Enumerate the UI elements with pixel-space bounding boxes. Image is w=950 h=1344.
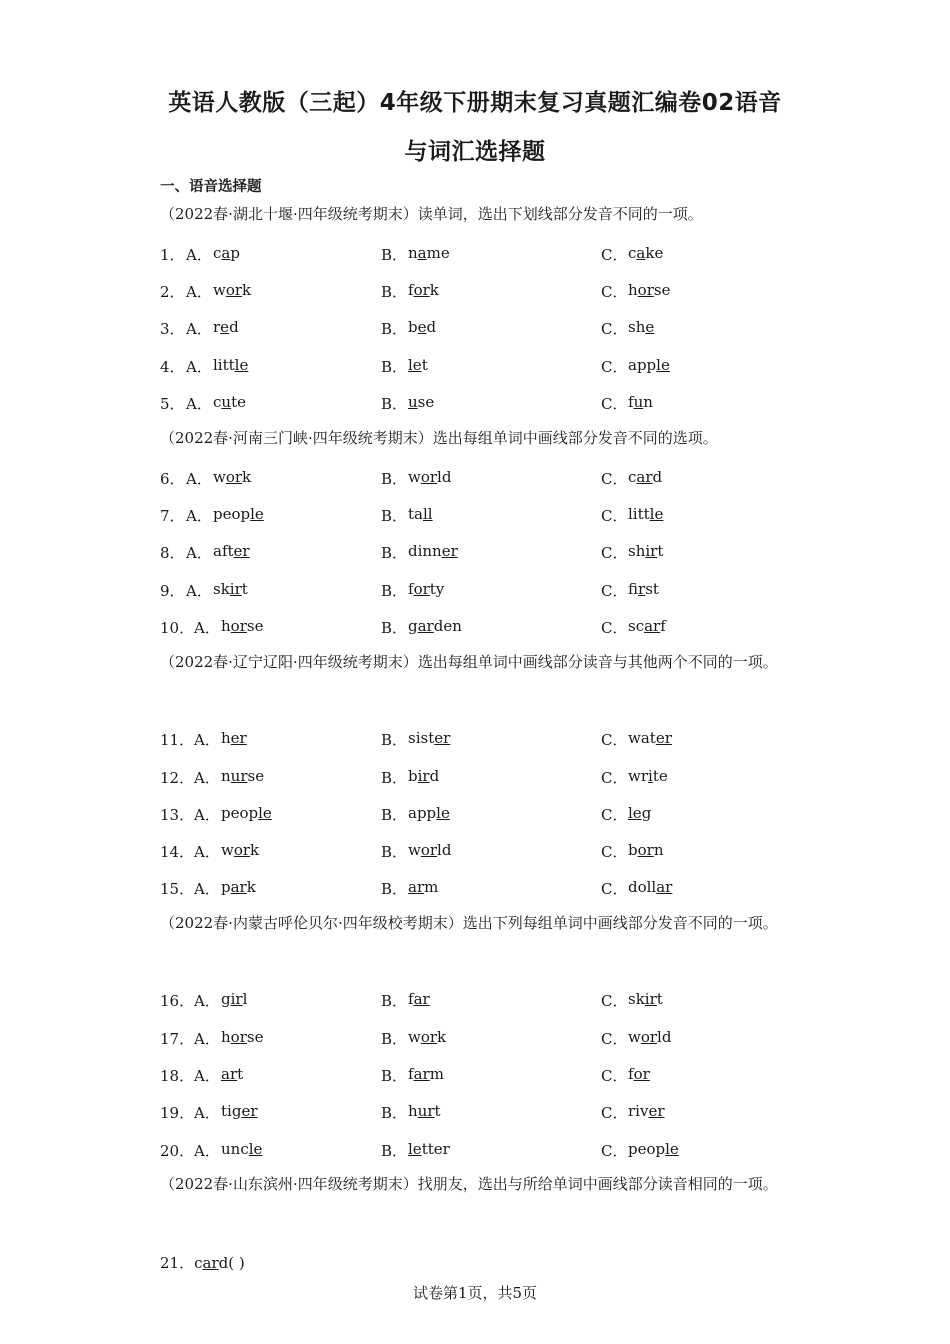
question-row — [0, 468, 950, 492]
underlined-part: ll — [422, 505, 433, 523]
option-label: A． — [186, 283, 212, 301]
option-label: B． — [381, 395, 408, 413]
option-b[interactable] — [381, 1028, 447, 1049]
underlined-part: ar — [221, 1065, 238, 1083]
option-word: use — [408, 393, 435, 411]
option-b[interactable] — [381, 356, 428, 377]
option-b[interactable] — [381, 841, 452, 862]
question-row — [0, 617, 950, 641]
underlined-part: or — [637, 281, 654, 299]
option-a[interactable] — [194, 617, 264, 638]
option-b[interactable] — [381, 878, 439, 899]
underlined-part: le — [628, 804, 642, 822]
option-word: arm — [408, 878, 439, 896]
underlined-part: or — [420, 468, 438, 486]
underlined-part: ir — [230, 990, 243, 1008]
option-c[interactable] — [601, 804, 652, 825]
option-a[interactable] — [186, 393, 246, 414]
underlined-part: u — [221, 393, 232, 411]
question-21 — [160, 1252, 245, 1273]
option-label: A． — [194, 880, 220, 898]
underlined-part: er — [230, 729, 247, 747]
option-a[interactable] — [186, 505, 264, 526]
option-a[interactable] — [186, 244, 240, 265]
option-word: tall — [408, 505, 433, 523]
option-word: little — [213, 356, 249, 374]
option-a[interactable] — [194, 729, 247, 750]
underlined-part: le — [665, 1140, 679, 1158]
page-title-line-1: 英语人教版（三起）4年级下册期末复习真题汇编卷02语音 — [168, 90, 782, 116]
option-word: girl — [221, 990, 248, 1008]
option-word: little — [628, 505, 664, 523]
option-a[interactable] — [194, 1065, 244, 1086]
underlined-part: ir — [417, 767, 430, 785]
underlined-part: or — [225, 281, 243, 299]
underlined-part: or — [637, 841, 654, 859]
option-a[interactable] — [194, 1140, 263, 1161]
question-row — [0, 767, 950, 791]
question-row — [0, 1065, 950, 1089]
intro-text: （2022春·河南三门峡·四年级统考期末）选出每组单词中画线部分发音不同的选项。 — [160, 429, 718, 447]
underlined-part: or — [420, 841, 438, 859]
option-a[interactable] — [194, 990, 248, 1011]
option-c[interactable] — [601, 1065, 650, 1086]
option-word: let — [408, 356, 428, 374]
underlined-part: le — [408, 356, 422, 374]
option-c[interactable] — [601, 990, 663, 1011]
option-a[interactable] — [194, 804, 272, 825]
underlined-part: er — [233, 542, 250, 560]
option-label: B． — [381, 470, 408, 488]
option-label: A． — [194, 992, 220, 1010]
underlined-part: le — [408, 1140, 422, 1158]
option-label: B． — [381, 320, 408, 338]
option-word: forty — [408, 580, 445, 598]
option-label: C． — [601, 843, 628, 861]
question-number: 13． — [160, 806, 195, 824]
underlined-part: or — [225, 468, 243, 486]
option-label: A． — [194, 619, 220, 637]
underlined-part: le — [258, 804, 272, 822]
question-row — [0, 1102, 950, 1126]
option-label: C． — [601, 507, 628, 525]
option-label: C． — [601, 358, 628, 376]
option-word: letter — [408, 1140, 450, 1158]
option-a[interactable] — [186, 468, 252, 489]
option-label: A． — [186, 246, 212, 264]
option-label: B． — [381, 1067, 408, 1085]
option-label: C． — [601, 320, 628, 338]
option-c[interactable] — [601, 1102, 665, 1123]
page-footer: 试卷第1页，共5页 — [412, 1284, 538, 1302]
question-number: 6． — [160, 470, 185, 488]
option-label: B． — [381, 1142, 408, 1160]
option-label: A． — [194, 731, 220, 749]
option-label: C． — [601, 1030, 628, 1048]
underlined-part: ar — [636, 468, 653, 486]
option-word: fork — [408, 281, 439, 299]
option-b[interactable] — [381, 318, 437, 339]
option-label: B． — [381, 731, 408, 749]
question-number: 12． — [160, 769, 195, 787]
underlined-part: i — [648, 767, 653, 785]
option-word: farm — [408, 1065, 444, 1083]
question-row — [0, 1140, 950, 1164]
option-word: park — [221, 878, 256, 896]
question-number: 7． — [160, 507, 185, 525]
option-label: C． — [601, 992, 628, 1010]
option-label: B． — [381, 582, 408, 600]
underlined-part: a — [417, 244, 427, 262]
intro-text: （2022春·内蒙古呼伦贝尔·四年级校考期末）选出下列每组单词中画线部分发音不同的一项。 — [160, 914, 778, 932]
option-word: nurse — [221, 767, 265, 785]
option-word: work — [213, 281, 252, 299]
underlined-part: le — [234, 356, 249, 374]
option-word: name — [408, 244, 450, 262]
option-label: C． — [601, 880, 628, 898]
option-label: A． — [194, 1030, 220, 1048]
option-b[interactable] — [381, 244, 450, 265]
option-label: A． — [186, 320, 212, 338]
option-c[interactable] — [601, 356, 670, 377]
underlined-part: or — [413, 580, 430, 598]
option-word: red — [213, 318, 239, 336]
question-number: 10． — [160, 619, 195, 637]
question-number: 19． — [160, 1104, 195, 1122]
option-label: C． — [601, 769, 628, 787]
option-label: A． — [186, 470, 212, 488]
underlined-part: ar — [230, 878, 247, 896]
option-c[interactable] — [601, 542, 664, 563]
option-label: B． — [381, 1030, 408, 1048]
option-c[interactable] — [601, 729, 672, 750]
option-word: shirt — [628, 542, 664, 560]
option-b[interactable] — [381, 468, 452, 489]
underlined-part: le — [656, 356, 670, 374]
question-row — [0, 841, 950, 865]
question-number: 2． — [160, 283, 185, 301]
option-label: B． — [381, 992, 408, 1010]
option-word: apple — [628, 356, 670, 374]
option-label: B． — [381, 843, 408, 861]
option-label: B． — [381, 619, 408, 637]
option-label: A． — [186, 358, 212, 376]
question-number: 15． — [160, 880, 195, 898]
underlined-part: ir — [645, 542, 658, 560]
option-b[interactable] — [381, 505, 433, 526]
underlined-part: or — [413, 281, 430, 299]
underlined-part: e — [645, 318, 655, 336]
option-word: fun — [628, 393, 653, 411]
question-number: 8． — [160, 544, 185, 562]
option-b[interactable] — [381, 767, 440, 788]
question-row — [0, 990, 950, 1014]
option-c[interactable] — [601, 468, 663, 489]
option-c[interactable] — [601, 244, 664, 265]
underlined-part: le — [248, 1140, 263, 1158]
option-word: bird — [408, 767, 440, 785]
option-label: B． — [381, 246, 408, 264]
underlined-part: ar — [413, 990, 430, 1008]
option-word: dollar — [628, 878, 673, 896]
underlined-part: ar — [644, 617, 661, 635]
question-row — [0, 281, 950, 305]
option-word: cake — [628, 244, 664, 262]
option-c[interactable] — [601, 318, 655, 339]
word: card — [194, 1254, 229, 1272]
option-b[interactable] — [381, 281, 439, 302]
intro-text: （2022春·辽宁辽阳·四年级统考期末）选出每组单词中画线部分读音与其他两个不同的一项。 — [160, 653, 778, 671]
option-word: water — [628, 729, 672, 747]
option-c[interactable] — [601, 767, 668, 788]
option-word: apple — [408, 804, 450, 822]
option-word: skirt — [213, 580, 248, 598]
underlined-part: ar — [656, 878, 673, 896]
option-label: A． — [194, 1142, 220, 1160]
option-label: A． — [194, 769, 220, 787]
underlined-part: or — [640, 1028, 658, 1046]
underlined-part: or — [230, 1028, 247, 1046]
option-word: world — [408, 841, 452, 859]
question-row — [0, 542, 950, 566]
option-label: C． — [601, 1142, 628, 1160]
option-label: B． — [381, 769, 408, 787]
option-word: leg — [628, 804, 652, 822]
option-word: work — [408, 1028, 447, 1046]
option-label: A． — [194, 1067, 220, 1085]
underlined-part: er — [434, 729, 451, 747]
answer-blank[interactable]: ( ) — [228, 1254, 245, 1272]
option-c[interactable] — [601, 617, 666, 638]
intro-text: （2022春·湖北十堰·四年级统考期末）读单词，选出下划线部分发音不同的一项。 — [160, 205, 703, 223]
option-c[interactable] — [601, 505, 664, 526]
option-word: horse — [628, 281, 671, 299]
question-number: 21． — [160, 1254, 195, 1272]
option-word: write — [628, 767, 668, 785]
option-word: world — [628, 1028, 672, 1046]
question-row — [0, 580, 950, 604]
option-label: B． — [381, 507, 408, 525]
option-label: C． — [601, 544, 628, 562]
option-label: A． — [186, 544, 212, 562]
option-label: B． — [381, 283, 408, 301]
option-b[interactable] — [381, 1102, 441, 1123]
option-word: after — [213, 542, 250, 560]
underlined-part: or — [230, 617, 247, 635]
underlined-part: ir — [229, 580, 242, 598]
option-word: bed — [408, 318, 437, 336]
underlined-part: or — [233, 841, 251, 859]
option-word: horse — [221, 617, 264, 635]
option-a[interactable] — [186, 318, 239, 339]
option-c[interactable] — [601, 878, 673, 899]
option-word: art — [221, 1065, 244, 1083]
option-word: world — [408, 468, 452, 486]
question-row — [0, 318, 950, 342]
option-label: C． — [601, 1067, 628, 1085]
option-b[interactable] — [381, 1065, 444, 1086]
question-number: 11． — [160, 731, 195, 749]
underlined-part: ir — [644, 990, 657, 1008]
question-number: 1． — [160, 246, 185, 264]
option-word: horse — [221, 1028, 264, 1046]
question-number: 14． — [160, 843, 195, 861]
question-number: 17． — [160, 1030, 195, 1048]
option-label: C． — [601, 470, 628, 488]
question-row — [0, 729, 950, 753]
underlined-part: er — [655, 729, 672, 747]
option-label: C． — [601, 731, 628, 749]
option-label: C． — [601, 582, 628, 600]
option-word: born — [628, 841, 664, 859]
question-row — [0, 804, 950, 828]
option-label: B． — [381, 358, 408, 376]
underlined-part: e — [417, 318, 427, 336]
underlined-part: ar — [408, 878, 425, 896]
question-row — [0, 356, 950, 380]
option-word: dinner — [408, 542, 458, 560]
option-c[interactable] — [601, 841, 664, 862]
option-b[interactable] — [381, 804, 450, 825]
option-b[interactable] — [381, 580, 445, 601]
underlined-part: ir — [638, 580, 646, 598]
option-a[interactable] — [186, 356, 249, 377]
option-c[interactable] — [601, 1028, 672, 1049]
option-word: people — [213, 505, 264, 523]
option-word: cap — [213, 244, 240, 262]
option-label: C． — [601, 806, 628, 824]
option-word: river — [628, 1102, 665, 1120]
underlined-part: ur — [417, 1102, 435, 1120]
underlined-part: ar — [413, 1065, 430, 1083]
option-word: hurt — [408, 1102, 441, 1120]
option-a[interactable] — [194, 767, 265, 788]
option-word: people — [628, 1140, 679, 1158]
option-b[interactable] — [381, 393, 435, 414]
option-word: she — [628, 318, 655, 336]
question-number: 20． — [160, 1142, 195, 1160]
underlined-part: le — [250, 505, 264, 523]
option-label: A． — [186, 582, 212, 600]
option-word: tiger — [221, 1102, 258, 1120]
option-c[interactable] — [601, 580, 659, 601]
underlined-part: u — [633, 393, 644, 411]
option-label: C． — [601, 395, 628, 413]
question-row — [0, 1028, 950, 1052]
option-word: far — [408, 990, 430, 1008]
question-number: 9． — [160, 582, 185, 600]
section-heading: 一、语音选择题 — [160, 179, 262, 195]
option-b[interactable] — [381, 542, 458, 563]
option-word: for — [628, 1065, 650, 1083]
underlined-part: ar — [417, 617, 434, 635]
option-c[interactable] — [601, 1140, 679, 1161]
option-a[interactable] — [194, 878, 256, 899]
option-label: A． — [186, 395, 212, 413]
option-word: work — [221, 841, 260, 859]
intro-text: （2022春·山东滨州·四年级统考期末）找朋友，选出与所给单词中画线部分读音相同的一项。 — [160, 1175, 778, 1193]
option-b[interactable] — [381, 617, 462, 638]
option-b[interactable] — [381, 729, 451, 750]
underlined-part: e — [220, 318, 230, 336]
question-row — [0, 393, 950, 417]
underlined-part: a — [221, 244, 231, 262]
page-title-line-2: 与词汇选择题 — [404, 139, 546, 165]
option-a[interactable] — [186, 281, 252, 302]
question-number: 3． — [160, 320, 185, 338]
option-a[interactable] — [186, 542, 250, 563]
underlined-part: or — [420, 1028, 438, 1046]
option-a[interactable] — [186, 580, 248, 601]
option-word: skirt — [628, 990, 663, 1008]
option-label: C． — [601, 246, 628, 264]
option-a[interactable] — [194, 841, 260, 862]
option-word: people — [221, 804, 272, 822]
option-word: her — [221, 729, 247, 747]
option-label: A． — [186, 507, 212, 525]
option-c[interactable] — [601, 393, 653, 414]
question-row — [0, 505, 950, 529]
option-label: C． — [601, 619, 628, 637]
option-word: cute — [213, 393, 246, 411]
option-word: garden — [408, 617, 462, 635]
option-label: A． — [194, 843, 220, 861]
underlined-part: er — [441, 542, 458, 560]
option-label: C． — [601, 283, 628, 301]
option-c[interactable] — [601, 281, 671, 302]
question-number: 16． — [160, 992, 195, 1010]
underlined-part: ur — [230, 767, 248, 785]
question-row — [0, 878, 950, 902]
option-label: B． — [381, 880, 408, 898]
underlined-part: or — [633, 1065, 650, 1083]
option-b[interactable] — [381, 990, 430, 1011]
option-label: B． — [381, 544, 408, 562]
question-row — [0, 244, 950, 268]
option-label: C． — [601, 1104, 628, 1122]
underlined-part: le — [436, 804, 450, 822]
option-label: A． — [194, 806, 220, 824]
underlined-part: er — [648, 1102, 665, 1120]
question-number: 18． — [160, 1067, 195, 1085]
question-number: 5． — [160, 395, 185, 413]
underlined-part: u — [408, 393, 418, 411]
option-a[interactable] — [194, 1102, 258, 1123]
option-word: card — [628, 468, 663, 486]
option-label: B． — [381, 1104, 408, 1122]
option-word: scarf — [628, 617, 666, 635]
option-a[interactable] — [194, 1028, 264, 1049]
option-word: sister — [408, 729, 451, 747]
option-label: B． — [381, 806, 408, 824]
option-b[interactable] — [381, 1140, 450, 1161]
option-word: first — [628, 580, 659, 598]
underlined-part: er — [241, 1102, 258, 1120]
option-word: work — [213, 468, 252, 486]
underlined-part: a — [636, 244, 646, 262]
option-label: A． — [194, 1104, 220, 1122]
option-word: uncle — [221, 1140, 263, 1158]
question-number: 4． — [160, 358, 185, 376]
underlined-part: le — [649, 505, 664, 523]
